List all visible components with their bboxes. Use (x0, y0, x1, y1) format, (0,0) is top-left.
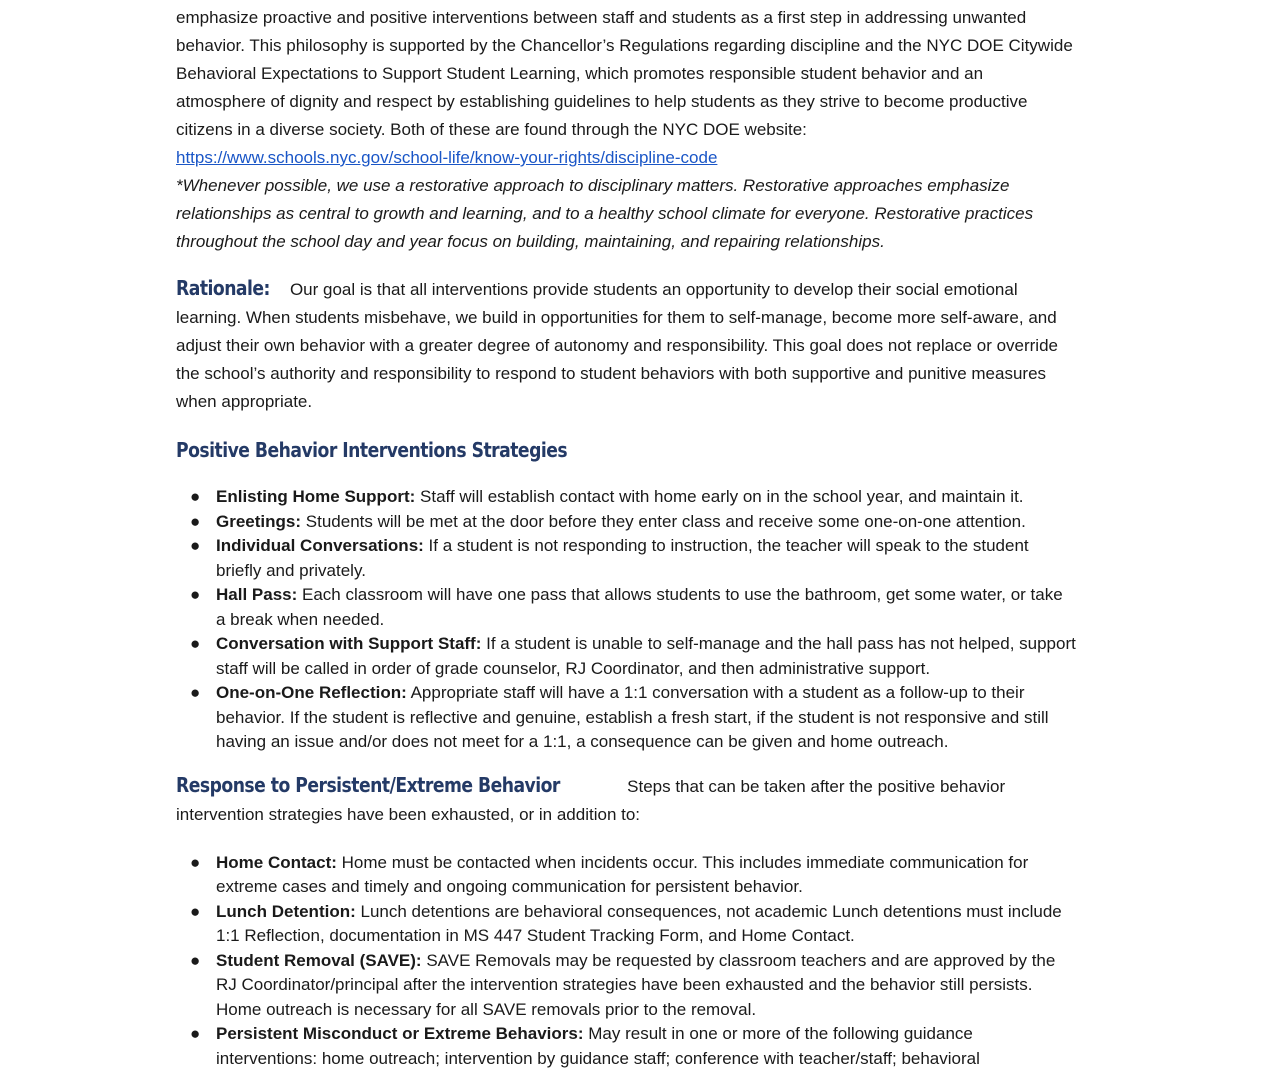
positive-strategies-heading: Positive Behavior Interventions Strategies (176, 438, 568, 462)
bullet-icon: ● (190, 536, 201, 555)
response-text: Steps that can be taken after the positive behavior intervention strategies have been exhausted, or in addition to: (176, 776, 1006, 824)
list-item (176, 681, 1076, 755)
rationale-heading: Rationale: (176, 276, 270, 300)
rationale-text: Our goal is that all interventions provide students an opportunity to develop their social emotional learning. When students misbehave, we build in opportunities for them to self-manage, become more self-aware, and adjust their own behavior with a greater degree of autonomy and responsibility. This goal does not replace or override the school’s authority and responsibility to respond to student behaviors with both supportive and punitive measures when appropriate. (176, 280, 1058, 411)
item-term: Conversation with Support Staff: (216, 634, 482, 653)
bullet-icon: ● (190, 950, 201, 970)
positive-strategies-list (176, 485, 1076, 755)
item-term: One-on-One Reflection: (216, 683, 407, 702)
bullet-icon: ● (190, 511, 201, 531)
item-term: Student Removal (SAVE): (216, 950, 422, 970)
item-term: Home Contact: (216, 852, 337, 872)
list-item (176, 510, 1076, 535)
restorative-note: *Whenever possible, we use a restorative approach to disciplinary matters. Restorative approaches emphasize relationships as central to growth and learning, and to a healthy school climate for everyone. Restorative practices throughout the school day and year focus on building, maintaining, and repairing relationships. (176, 176, 1034, 251)
bullet-icon: ● (190, 1024, 201, 1043)
item-text: Staff will establish contact with home early on in the school year, and maintain it. (420, 487, 1024, 506)
bullet-icon: ● (190, 585, 201, 604)
list-item (176, 632, 1076, 681)
response-list (176, 851, 1076, 1072)
item-term: Persistent Misconduct or Extreme Behaviors: (216, 1024, 584, 1043)
bullet-icon: ● (190, 634, 201, 653)
item-text: If a student is unable to self-manage and the hall pass has not helped, support staff will be called in order of grade counselor, RJ Coordinator, and then administrative support. (216, 634, 1076, 678)
item-text: Home must be contacted when incidents occur. This includes immediate communication for extreme cases and timely and ongoing communication for persistent behavior. (216, 852, 1029, 896)
item-term: Individual Conversations: (216, 536, 424, 555)
item-text: Appropriate staff will have a 1:1 conversation with a student as a follow-up to their behavior. If the student is reflective and genuine, establish a fresh start, if the student is not responsive and still having an issue and/or does not meet for a 1:1, a consequence can be given and home outreach. (216, 683, 1049, 751)
discipline-code-link[interactable]: https://www.schools.nyc.gov/school-life/know-your-rights/discipline-code (176, 148, 718, 167)
item-term: Lunch Detention: (216, 901, 356, 921)
item-text: May result in one or more of the following guidance interventions: home outreach; intervention by guidance staff; conference with teacher/staff; behavioral (216, 1024, 980, 1068)
bullet-icon: ● (190, 683, 201, 702)
list-item (176, 851, 1076, 900)
intro-paragraph: emphasize proactive and positive interventions between staff and students as a first step in addressing unwanted behavior. This philosophy is supported by the Chancellor’s Regulations regarding discipline and the NYC DOE Citywide Behavioral Expectations to Support Student Learning, which promotes responsible student behavior and an atmosphere of dignity and respect by establishing guidelines to help students as they strive to become productive citizens in a diverse society. Both of these are found through the NYC DOE website: (176, 8, 1073, 139)
list-item (176, 534, 1076, 583)
item-term: Hall Pass: (216, 585, 298, 604)
item-text: Each classroom will have one pass that allows students to use the bathroom, get some water, or take a break when needed. (216, 585, 1063, 629)
item-term: Greetings: (216, 511, 302, 531)
response-heading: Response to Persistent/Extreme Behavior (176, 772, 560, 797)
response-paragraph (176, 771, 1076, 829)
item-text: SAVE Removals may be requested by classroom teachers and are approved by the RJ Coordinator/principal after the intervention strategies have been exhausted and the behavior still persists. Home outreach is necessary for all SAVE removals prior to the removal. (216, 950, 1056, 1019)
bullet-icon: ● (190, 901, 201, 921)
item-text: If a student is not responding to instruction, the teacher will speak to the student briefly and privately. (216, 536, 1029, 580)
rationale-paragraph (176, 274, 1076, 416)
list-item (176, 485, 1076, 510)
list-item (176, 1022, 1076, 1071)
list-item (176, 583, 1076, 632)
list-item (176, 949, 1076, 1023)
bullet-icon: ● (190, 487, 201, 506)
item-term: Enlisting Home Support: (216, 487, 416, 506)
item-text: Lunch detentions are behavioral consequences, not academic Lunch detentions must include 1:1 Reflection, documentation in MS 447 Student Tracking Form, and Home Contact. (216, 901, 1062, 945)
bullet-icon: ● (190, 852, 201, 872)
document-content (176, 4, 1076, 1071)
list-item (176, 900, 1076, 949)
item-text: Students will be met at the door before they enter class and receive some one-on-one attention. (305, 511, 1026, 531)
